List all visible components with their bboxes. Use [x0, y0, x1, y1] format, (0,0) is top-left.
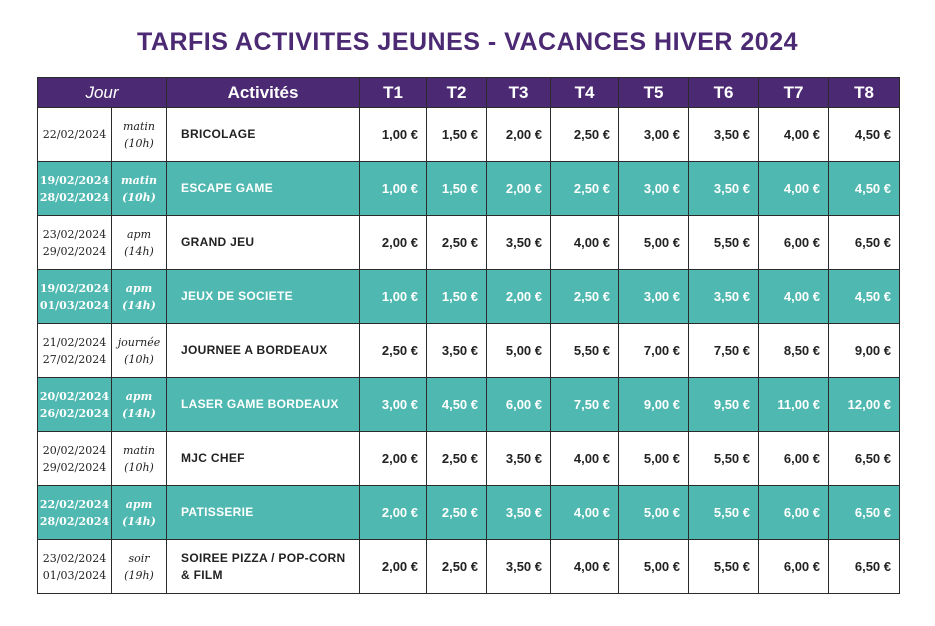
table-row — [38, 216, 900, 270]
period-cell — [112, 162, 167, 216]
period-label: journée — [117, 335, 161, 349]
period-label: soir — [128, 551, 150, 565]
price-t5: 5,00 € — [619, 432, 689, 486]
table-row — [38, 432, 900, 486]
price-t1: 1,00 € — [360, 270, 427, 324]
activity-cell — [167, 486, 360, 540]
header-t5: T5 — [619, 78, 689, 108]
price-t8: 4,50 € — [829, 162, 900, 216]
price-t8: 12,00 € — [829, 378, 900, 432]
period-label: apm — [125, 497, 153, 511]
price-t4: 2,50 € — [551, 270, 619, 324]
price-t3: 3,50 € — [487, 432, 551, 486]
date-end: 01/03/2024 — [39, 298, 110, 312]
price-t4: 7,50 € — [551, 378, 619, 432]
activity-cell — [167, 270, 360, 324]
date-start: 19/02/2024 — [39, 173, 110, 187]
page-title: TARFIS ACTIVITES JEUNES - VACANCES HIVER 2024 — [136, 28, 799, 56]
date-end: 28/02/2024 — [39, 514, 110, 528]
activity-name-cont: & FILM — [181, 567, 223, 582]
price-t2: 2,50 € — [427, 216, 487, 270]
price-t3: 6,00 € — [487, 378, 551, 432]
price-t6: 5,50 € — [689, 216, 759, 270]
activity-name: LASER GAME BORDEAUX — [181, 397, 339, 411]
period-cell — [112, 432, 167, 486]
price-t1: 2,50 € — [360, 324, 427, 378]
header-t7: T7 — [759, 78, 829, 108]
table-row — [38, 540, 900, 594]
activity-cell — [167, 540, 360, 594]
date-end: 29/02/2024 — [42, 460, 107, 474]
price-t7: 4,00 € — [759, 270, 829, 324]
price-t3: 2,00 € — [487, 270, 551, 324]
price-t3: 3,50 € — [487, 216, 551, 270]
price-t5: 5,00 € — [619, 486, 689, 540]
price-t5: 9,00 € — [619, 378, 689, 432]
date-start: 23/02/2024 — [42, 551, 107, 565]
period-cell — [112, 486, 167, 540]
header-t6: T6 — [689, 78, 759, 108]
activity-name: SOIREE PIZZA / POP-CORN — [181, 550, 346, 565]
date-end: 29/02/2024 — [42, 244, 107, 258]
price-t5: 5,00 € — [619, 216, 689, 270]
price-t7: 4,00 € — [759, 162, 829, 216]
price-t6: 3,50 € — [689, 162, 759, 216]
price-t7: 6,00 € — [759, 216, 829, 270]
header-activites: Activités — [167, 78, 360, 108]
price-t2: 1,50 € — [427, 270, 487, 324]
date-start: 22/02/2024 — [39, 497, 110, 511]
price-t4: 2,50 € — [551, 162, 619, 216]
price-t4: 4,00 € — [551, 486, 619, 540]
date-start: 20/02/2024 — [42, 443, 107, 457]
price-t2: 2,50 € — [427, 432, 487, 486]
header-jour: Jour — [38, 78, 167, 108]
tariff-table — [37, 77, 900, 594]
date-start: 23/02/2024 — [42, 227, 107, 241]
table-row — [38, 162, 900, 216]
price-t8: 6,50 € — [829, 432, 900, 486]
period-cell — [112, 108, 167, 162]
price-t5: 3,00 € — [619, 108, 689, 162]
date-end: 01/03/2024 — [42, 568, 107, 582]
activity-name: MJC CHEF — [181, 451, 245, 465]
price-t6: 9,50 € — [689, 378, 759, 432]
date-start: 21/02/2024 — [42, 335, 107, 349]
price-t1: 1,00 € — [360, 108, 427, 162]
price-t6: 3,50 € — [689, 108, 759, 162]
price-t5: 3,00 € — [619, 162, 689, 216]
price-t8: 9,00 € — [829, 324, 900, 378]
table-row — [38, 270, 900, 324]
header-t2: T2 — [427, 78, 487, 108]
price-t5: 3,00 € — [619, 270, 689, 324]
header-t4: T4 — [551, 78, 619, 108]
period-cell — [112, 324, 167, 378]
activity-name: BRICOLAGE — [181, 127, 256, 141]
header-t3: T3 — [487, 78, 551, 108]
date-cell — [38, 432, 112, 486]
period-cell — [112, 540, 167, 594]
price-t4: 4,00 € — [551, 540, 619, 594]
period-label: apm — [125, 281, 153, 295]
date-start: 20/02/2024 — [39, 389, 110, 403]
price-t7: 6,00 € — [759, 540, 829, 594]
date-cell — [38, 540, 112, 594]
price-t6: 5,50 € — [689, 486, 759, 540]
period-label: apm — [126, 227, 152, 241]
price-t1: 2,00 € — [360, 432, 427, 486]
price-t2: 2,50 € — [427, 486, 487, 540]
activity-name: JEUX DE SOCIETE — [181, 289, 293, 303]
period-time: (14h) — [124, 244, 154, 258]
price-t8: 4,50 € — [829, 270, 900, 324]
date-end: 26/02/2024 — [39, 406, 110, 420]
period-label: apm — [125, 389, 153, 403]
period-time: (14h) — [122, 514, 156, 528]
period-label: matin — [123, 119, 156, 133]
price-t8: 4,50 € — [829, 108, 900, 162]
period-time: (14h) — [122, 406, 156, 420]
date-cell — [38, 324, 112, 378]
activity-cell — [167, 378, 360, 432]
period-cell — [112, 378, 167, 432]
table-row — [38, 486, 900, 540]
price-t7: 4,00 € — [759, 108, 829, 162]
price-t2: 1,50 € — [427, 108, 487, 162]
table-row — [38, 378, 900, 432]
price-t6: 5,50 € — [689, 432, 759, 486]
date-cell — [38, 162, 112, 216]
date-cell — [38, 108, 112, 162]
price-t6: 3,50 € — [689, 270, 759, 324]
price-t2: 1,50 € — [427, 162, 487, 216]
price-t3: 2,00 € — [487, 162, 551, 216]
date-start: 22/02/2024 — [42, 128, 107, 141]
price-t4: 4,00 € — [551, 216, 619, 270]
price-t1: 2,00 € — [360, 216, 427, 270]
period-time: (14h) — [122, 298, 156, 312]
period-cell — [112, 270, 167, 324]
price-t5: 7,00 € — [619, 324, 689, 378]
table-body — [38, 108, 900, 594]
date-cell — [38, 270, 112, 324]
price-t1: 2,00 € — [360, 486, 427, 540]
activity-name: ESCAPE GAME — [181, 181, 273, 195]
activity-cell — [167, 108, 360, 162]
period-time: (19h) — [124, 568, 154, 582]
price-t1: 1,00 € — [360, 162, 427, 216]
activity-cell — [167, 432, 360, 486]
price-t4: 4,00 € — [551, 432, 619, 486]
date-start: 19/02/2024 — [39, 281, 110, 295]
header-t8: T8 — [829, 78, 900, 108]
price-t3: 5,00 € — [487, 324, 551, 378]
price-t4: 2,50 € — [551, 108, 619, 162]
price-t7: 8,50 € — [759, 324, 829, 378]
date-end: 27/02/2024 — [42, 352, 107, 366]
price-t5: 5,00 € — [619, 540, 689, 594]
date-cell — [38, 378, 112, 432]
price-t2: 4,50 € — [427, 378, 487, 432]
date-cell — [38, 216, 112, 270]
price-t4: 5,50 € — [551, 324, 619, 378]
price-t8: 6,50 € — [829, 486, 900, 540]
period-time: (10h) — [122, 190, 156, 204]
activity-name: GRAND JEU — [181, 235, 255, 249]
period-time: (10h) — [124, 460, 154, 474]
price-t7: 6,00 € — [759, 432, 829, 486]
price-t3: 3,50 € — [487, 540, 551, 594]
price-t7: 6,00 € — [759, 486, 829, 540]
price-t1: 3,00 € — [360, 378, 427, 432]
activity-name: JOURNEE A BORDEAUX — [181, 343, 328, 357]
activity-cell — [167, 324, 360, 378]
table-row — [38, 108, 900, 162]
period-time: (10h) — [124, 136, 154, 150]
period-time: (10h) — [124, 352, 154, 366]
activity-cell — [167, 162, 360, 216]
activity-name: PATISSERIE — [181, 505, 254, 519]
period-label: matin — [120, 173, 158, 187]
price-t3: 3,50 € — [487, 486, 551, 540]
period-label: matin — [123, 443, 156, 457]
header-row — [38, 78, 900, 108]
period-cell — [112, 216, 167, 270]
price-t6: 7,50 € — [689, 324, 759, 378]
price-t7: 11,00 € — [759, 378, 829, 432]
table-row — [38, 324, 900, 378]
activity-cell — [167, 216, 360, 270]
header-t1: T1 — [360, 78, 427, 108]
price-t3: 2,00 € — [487, 108, 551, 162]
price-t8: 6,50 € — [829, 540, 900, 594]
date-end: 28/02/2024 — [39, 190, 110, 204]
price-t2: 2,50 € — [427, 540, 487, 594]
date-cell — [38, 486, 112, 540]
price-t1: 2,00 € — [360, 540, 427, 594]
price-t2: 3,50 € — [427, 324, 487, 378]
price-t6: 5,50 € — [689, 540, 759, 594]
price-t8: 6,50 € — [829, 216, 900, 270]
